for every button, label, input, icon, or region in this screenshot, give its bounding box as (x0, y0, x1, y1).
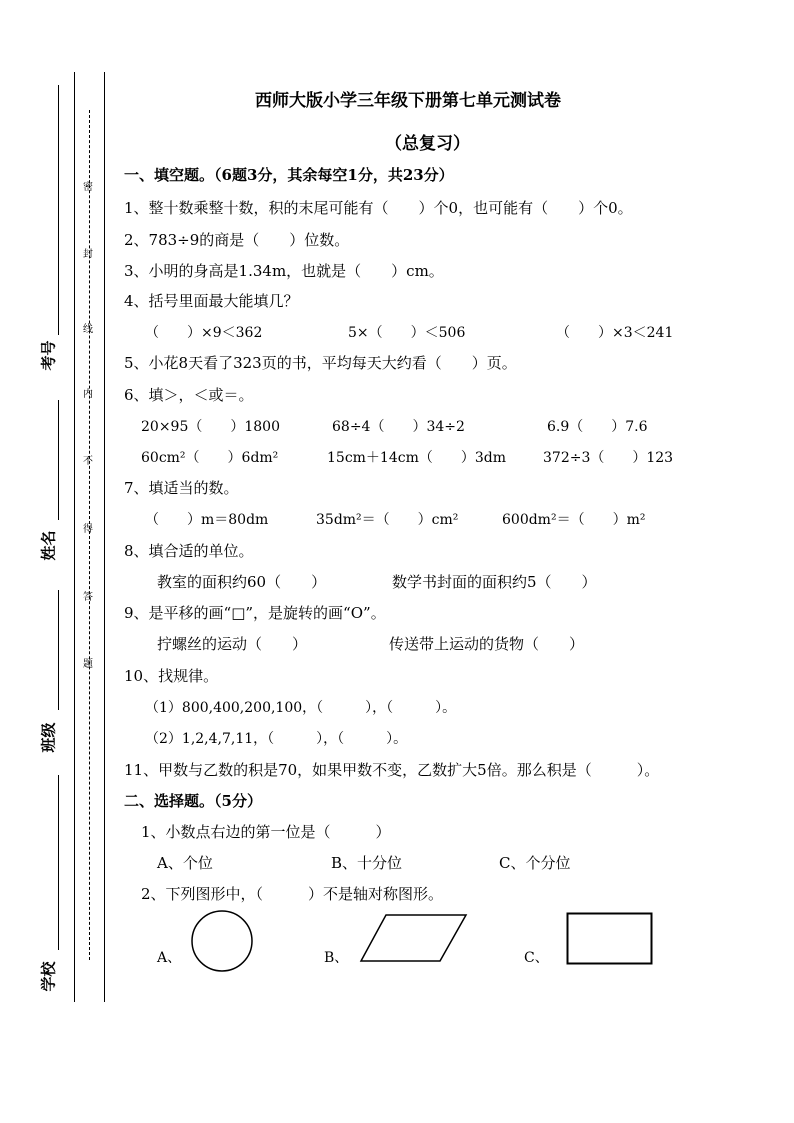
seal-char: 答 (83, 592, 93, 603)
question-6-item: 68÷4（ ）34÷2 (332, 419, 465, 435)
choice-question-1: 1、小数点右边的第一位是（ ） (141, 823, 391, 841)
question-9-item: 拧螺丝的运动（ ） (157, 635, 308, 653)
choice-option: C、 (524, 950, 549, 966)
question-6-item: 20×95（ ）1800 (141, 419, 280, 435)
side-label-exam-no: 考号 (39, 340, 58, 371)
page-title: 西师大版小学三年级下册第七单元测试卷 (255, 91, 561, 111)
question-10: 10、找规律。 (124, 667, 219, 685)
question-7-item: （ ）m＝80dm (145, 512, 269, 528)
question-4: 4、括号里面最大能填几？ (124, 292, 299, 310)
blank-line-class (58, 590, 59, 710)
seal-char: 线 (83, 324, 93, 335)
blank-line-school (58, 775, 59, 950)
seal-char: 封 (83, 249, 93, 260)
choice-option: A、个位 (157, 854, 213, 872)
question-10-item: （1）800,400,200,100，（ ），（ ）。 (145, 700, 457, 716)
choice-option: B、 (324, 950, 349, 966)
seal-dashed-line (89, 110, 90, 960)
seal-char: 密 (83, 182, 93, 193)
seal-char: 得 (83, 524, 93, 535)
margin-line-inner (104, 72, 105, 1002)
rectangle-figure (566, 912, 654, 966)
question-6: 6、填＞，＜或＝。 (124, 386, 254, 404)
choice-question-2: 2、下列图形中，（ ）不是轴对称图形。 (141, 885, 444, 903)
seal-char: 不 (83, 456, 93, 467)
circle-figure (190, 909, 254, 973)
question-6-item: 15cm＋14cm（ ）3dm (327, 450, 507, 466)
seal-char: 内 (83, 389, 93, 400)
parallelogram-figure (358, 912, 470, 964)
question-4-item: 5×（ ）＜506 (348, 325, 466, 341)
blank-line-exam-no (58, 85, 59, 335)
section2-heading: 二、选择题。（5分） (124, 792, 262, 810)
side-label-class: 班级 (39, 722, 58, 753)
question-8-item: 教室的面积约60（ ） (157, 573, 327, 591)
question-4-item: （ ）×9＜362 (145, 325, 263, 341)
question-2: 2、783÷9的商是（ ）位数。 (124, 231, 350, 249)
question-6-item: 60cm²（ ）6dm² (141, 450, 279, 466)
question-5: 5、小花8天看了323页的书，平均每天大约看（ ）页。 (124, 354, 517, 372)
margin-line-outer (74, 72, 75, 1002)
question-9: 9、是平移的画“□”，是旋转的画“O”。 (124, 604, 386, 622)
seal-char: 题 (83, 659, 93, 670)
question-10-item: （2）1,2,4,7,11，（ ），（ ）。 (145, 731, 408, 747)
question-7-item: 600dm²＝（ ）m² (502, 512, 646, 528)
question-7: 7、填适当的数。 (124, 479, 239, 497)
choice-option: A、 (157, 950, 182, 966)
question-7-item: 35dm²＝（ ）cm² (316, 512, 459, 528)
question-6-item: 372÷3（ ）123 (543, 450, 674, 466)
section1-heading: 一、填空题。（6题3分，其余每空1分，共23分） (124, 166, 454, 184)
question-8: 8、填合适的单位。 (124, 542, 254, 560)
question-6-item: 6.9（ ）7.6 (547, 419, 648, 435)
question-11: 11、甲数与乙数的积是70，如果甲数不变，乙数扩大5倍。那么积是（ ）。 (124, 761, 660, 779)
choice-option: B、十分位 (331, 854, 403, 872)
question-8-item: 数学书封面的面积约5（ ） (392, 573, 597, 591)
side-label-name: 姓名 (39, 530, 58, 561)
choice-option: C、个分位 (499, 854, 571, 872)
question-3: 3、小明的身高是1.34m，也就是（ ）cm。 (124, 262, 444, 280)
page-subtitle: （总复习） (385, 134, 470, 154)
blank-line-name (58, 400, 59, 520)
question-9-item: 传送带上运动的货物（ ） (389, 635, 585, 653)
question-4-item: （ ）×3＜241 (556, 325, 674, 341)
side-label-school: 学校 (39, 961, 58, 992)
question-1: 1、整十数乘整十数，积的末尾可能有（ ）个0，也可能有（ ）个0。 (124, 199, 633, 217)
